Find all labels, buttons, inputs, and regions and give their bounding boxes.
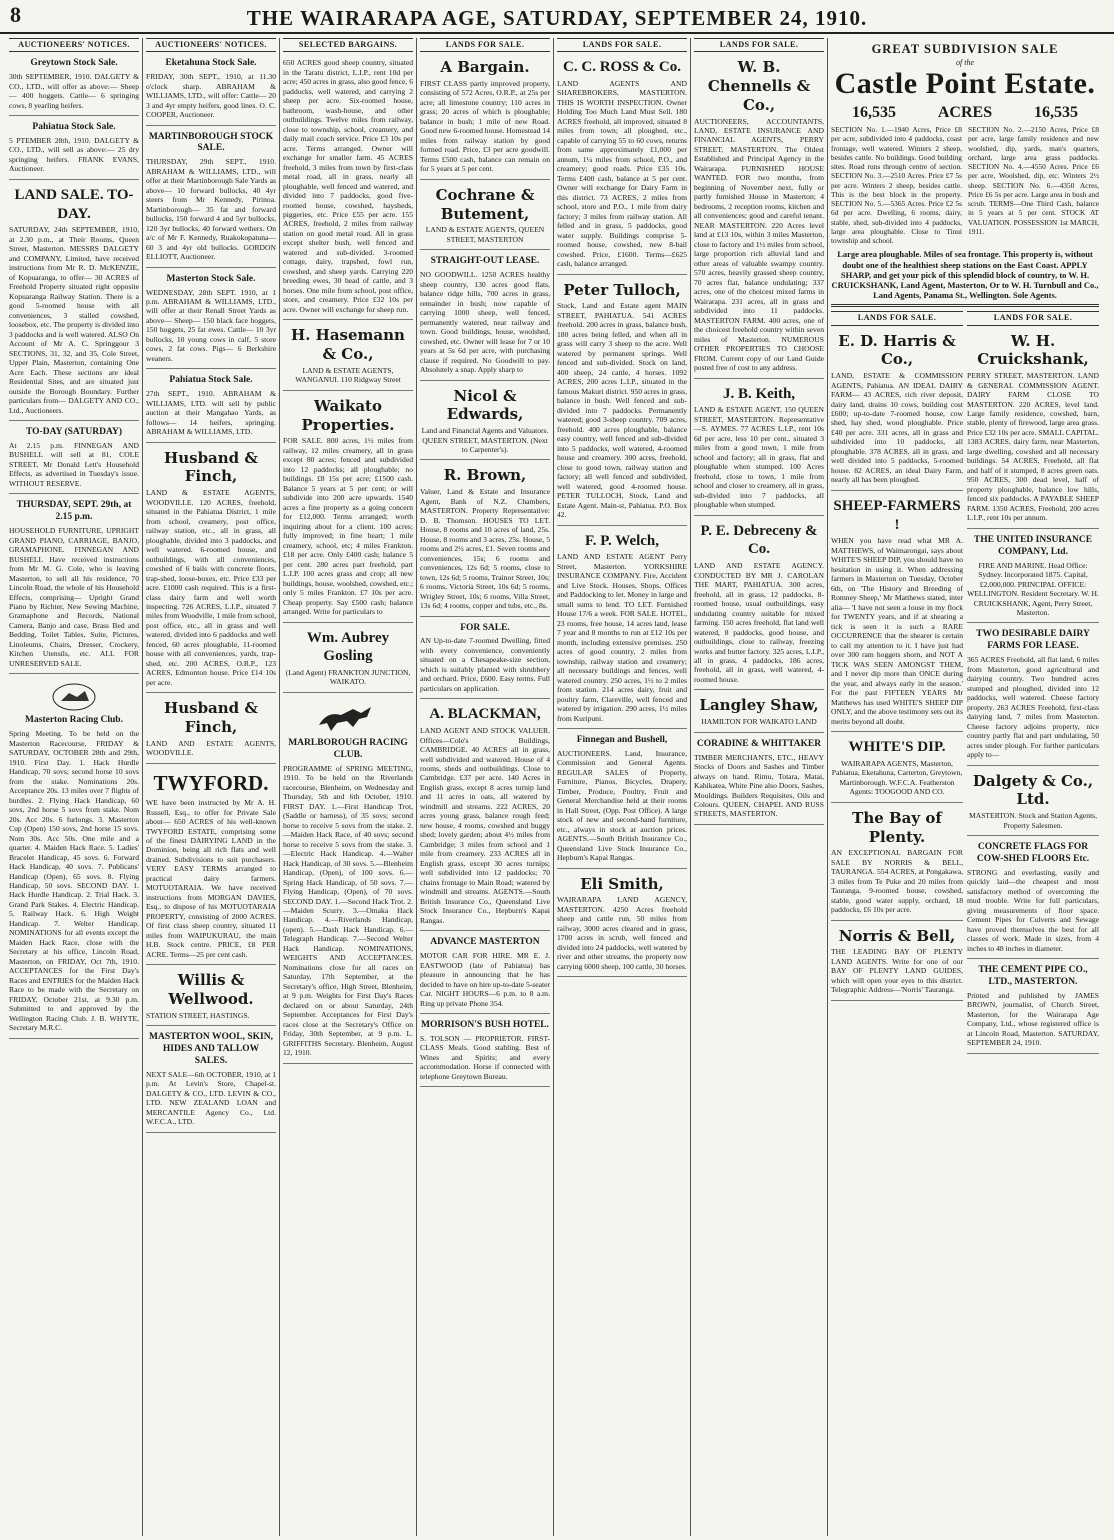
advertisement <box>9 119 139 180</box>
ad-body: Stock, Land and Estate agent MAIN STREET, PAHIATUA. 541 ACRES freehold. 200 acres in grass, balance bush, 180 acres being felled, and when all in grass will carry 3 sheep to the acre. Well watered by permanent springs. Well fenced and sub-divided. Stock on land, 400 sheep, 24 cattle, 4 horses. 1092 ACRES, 200 acres L.I.P., situated in the famous Makuri district. 950 acres in grass, balance in bush. Well fenced and sub-divided into 7 paddocks. Permanently watered; good 3-sheep country. 709 acres, freehold. 400 acres ploughable, balance easy country, well fenced and sub-divided into 5 paddocks, well watered, 4-roomed house and creamery. 300 acres, freehold, close to good town, railway station and factory; all well fenced and subdivided, well watered, good 4-roomed house. PETER TULLOCH, Stock, Land and Estate Agent. Main-st, Pahiatua. P.O. Box 42. <box>557 301 687 520</box>
ad-title: C. C. ROSS & Co. <box>563 59 681 76</box>
sale-heading: GREAT SUBDIVISION SALE <box>871 42 1059 56</box>
advertisement <box>694 693 824 732</box>
ad-title: J. B. Keith, <box>722 385 796 402</box>
ad-title: Masterton Stock Sale. <box>166 273 256 284</box>
ad-body: (Land Agent) FRANKTON JUNCTION, WAIKATO. <box>285 668 411 687</box>
sale-connector: of the <box>956 57 974 67</box>
column-1 <box>6 38 143 1536</box>
ad-title: MARTINBOROUGH STOCK SALE. <box>148 131 274 154</box>
page-number: 8 <box>10 2 21 27</box>
acreage-left: 16,535 <box>851 104 896 122</box>
ad-body: LAND AND ESTATE AGENT Perry Street, Masterton. YORKSHIRE INSURANCE COMPANY. Fire, Accident and Live Stock. Houses, Shops, Offices and Paddocking to let. Money in large and small sums to lend. TO LET. Furnished House 17/6 a week. FOR SALE. HOTEL, 23 rooms, free house, 14 acres land, lease 7 year and 8 months to run at £12 10s per month, including extensive premises. 250 acres of good country, 2 miles from township, railway station and creamery; all necessary buildings and fences, well watered country. 250 acres, 1½ to 2 miles from station. 214 acres dairy, fruit and poultry farm, Clareville, well fenced and watered by irrigation. 290 acres, 1½ miles from Kuripuni. <box>557 552 687 723</box>
advertisement <box>831 329 963 491</box>
ad-body: HOUSEHOLD FURNITURE, UPRIGHT GRAND PIANO, CARRIAGE, BANJO, GRAMAPHONE. FINNEGAN AND BUSHELL Have received instructions from Mr M. G. Cole, who is leaving Masterton, to sell all his residence, 70 Lincoln Road, the whole of his Household Effects, comprising— Upright Grand Piano by Richter, New Sewing Machine, Gramaphone and Records, National Camera, Banjo and case, Brass Bed and Bedding, Toilet Tables, Suite, Pictures, Linoleums, Chairs, Dresser, Crockery, Kitchen Utensils, etc. ALL FOR UNRESERVED SALE. <box>9 526 139 668</box>
ad-title: Langley Shaw, <box>699 696 819 715</box>
advertisement <box>967 532 1099 624</box>
advertisement <box>967 626 1099 765</box>
sections-list <box>831 125 1099 245</box>
column-heading: LANDS FOR SALE. <box>420 38 550 52</box>
ad-title: Greytown Stock Sale. <box>30 58 118 69</box>
advertisement <box>420 183 550 250</box>
advertisement <box>9 677 139 1038</box>
ad-title: ADVANCE MASTERTON <box>430 937 540 948</box>
subcolumn-right <box>967 311 1099 1056</box>
advertisement <box>557 55 687 274</box>
ad-title: Willis & Wellwood. <box>168 971 254 1009</box>
ad-body: FIRST CLASS partly improved property, consisting of 572 Acres, O.R.P., at 25s per acre; all limestone country; 110 acres in grass; 20 acres of which is ploughable; balance in bush; 1 mile of new Road. Good new 6-roomed house. Homestead 14 miles from railway station by good formed road. Price, £3 per acre goodwill. Terms £500 cash, balance can remain on for 5 years at 5 per cent. <box>420 79 550 174</box>
advertisement <box>967 962 1099 1054</box>
acreage-right: 16,535 <box>1034 104 1079 122</box>
advertisement <box>831 924 963 1001</box>
ad-body: THURSDAY, 29th SEPT., 1910. ABRAHAM & WILLIAMS, LTD., will offer at their Martinborough Sale Yards as above— 10 forward bullocks, 40 4yr steers from Mr Kennedy, Pirinoa. Martinborough— 35 fat and forward bullocks, 150 forward 4 and 5yr bullocks, 120 3yr bullocks, 40 forward wethers. On a/c of Mr F. Kennedy, Ruakokopatuna— 60 3 and 4yr old bullocks. GORDON ELLIOTT, Auctioneer. <box>146 157 276 262</box>
advertisement <box>831 494 963 732</box>
ad-body: MASTERTON. Stock and Station Agents, Property Salesmen. <box>968 811 1098 830</box>
advertisement <box>146 446 276 694</box>
column-6 <box>691 38 828 1536</box>
acreage-label: ACRES <box>937 104 993 122</box>
advertisement <box>146 696 276 763</box>
masthead <box>0 0 1114 34</box>
advertisement <box>420 55 550 180</box>
ad-body: LAND & ESTATE AGENT, 150 QUEEN STREET, MASTERTON. Representative—S. AYMES. 77 ACRES L.I.P., rent 10s 6d per acre, less 10 per cent., situated 3 miles from a good town, 1 mile from school and factory; all in grass, flat and ploughable when stumped. 100 Acres freehold, close to town, 1 mile from school and closer to creamery, all in grass, sub-divided into 7 paddocks, all ploughable when stumped. <box>694 405 824 510</box>
ad-body: Printed and published by JAMES BROWN, journalist, of Church Street, Masterton, for the Wairarapa Age Company, Ltd., whose registered office is at Lincoln Road, Masterton. SATURDAY, SEPTEMBER 24, 1910. <box>967 990 1099 1048</box>
ad-body: LAND AGENT AND STOCK VALUER. Offices—Cole's Buildings, CAMBRIDGE. 40 ACRES all in grass, well subdivided and watered. House of 4 rooms, sheds and outbuildings. Close to Cambridge. £37 per acre. 140 Acres in English grass, except 8 acres turnip land and 11 acres in oats, all watered by windmill and streams. 222 ACRES, 20 acres young grass, balance rough feed; new house, 4 rooms, cowshed and buggy shed; lovely garden; about 4½ miles from Cambridge; 3 miles from school and 1 mile from creamery. 233 ACRES all in English grass, except 30 acres turnips; well subdivided into 12 paddocks; 70 chains frontage to Main Road; watered by windmill and streams. AGENTS.—South British Insurance Co., Queensland Live Stock Insurance Co., Hepburn's Kapai Rangas. <box>420 726 550 925</box>
ad-body: 5 PTEMBER 28th, 1910. DALGETY & CO., LTD., will sell as above:— 25 dry springing heifers. FRANK EVANS, Auctioneer. <box>9 135 139 174</box>
advertisement <box>557 278 687 526</box>
advertisement <box>146 767 276 965</box>
advertisement <box>9 424 139 494</box>
racehorse-icon <box>283 701 413 735</box>
ad-title: A Bargain. <box>440 58 530 77</box>
subcolumn-left <box>831 311 963 1056</box>
ad-body: SATURDAY, 24th SEPTEMBER, 1910, at 2.30 p.m., at Their Rooms, Queen Street, Masterton. MESSRS DALGETY and COMPANY, Limited, have received instructions from Mr R. D. McKENZIE, of Kopuaranga, to offer— 30 ACRES of Freehold Property situated right opposite Kopuaranga Railway Station. There is a good 5-roomed house with all conveniences, 3 stalled cowshed, loosebox, etc. The property is divided into 3 paddocks and is well watered. ALSO On Account of Mr A. C. Springgour 3 SECTIONS, 31, 32, and 35, Cole Street, Upper Plain, Masterton, containing One Acre Each. These sections are ideal Residential Sites, and are situated just outside the Borough Boundary. Further particulars from— DALGETY AND CO., Ltd., Auctioneers. <box>9 225 139 415</box>
ad-body: WEDNESDAY, 28th SEPT. 1910, at 1 p.m. ABRAHAM & WILLIAMS, LTD., will offer at their Renall Street Yards as above— Sheep— 150 black face hoggets, 150 hoggets, 25 fat ewes. Cattle— 10 3yr bullocks, 10 young cows in calf, 5 store cows, 2 fat cows. Pigs— 6 Berkshire weaners. <box>146 287 276 363</box>
acreage-line <box>831 103 1099 123</box>
column-4 <box>417 38 554 1536</box>
castle-point-advertisement <box>831 38 1099 300</box>
column-5 <box>554 38 691 1536</box>
advertisement <box>420 702 550 931</box>
ad-title: Norris & Bell, <box>838 926 956 945</box>
ad-title: TWYFORD. <box>153 770 269 795</box>
ad-title: P. E. Debreceny & Co. <box>700 522 818 558</box>
ad-body: FIRE AND MARINE. Head Office: Sydney. Incorporated 1875. Capital, £2,000,000. PRINCIPAL OFFICE: WELLINGTON. Resident Secretary. W. H. CRUICKSHANK, Agent, Perry Street, Masterton. <box>967 560 1099 617</box>
advertisement <box>9 183 139 421</box>
ad-title: W. H. Cruickshank, <box>977 331 1089 369</box>
advertisement <box>146 129 276 268</box>
ad-title: Husband & Finch, <box>164 448 258 486</box>
ad-title: The Bay of Plenty. <box>852 808 942 846</box>
ad-body: WAIRARAPA AGENTS, Masterton, Pahiatua, Eketahuna, Carterton, Greytown, Martinborough. W.F.C.A. Featherston Agents: TOOGOOD AND CO. <box>831 758 963 797</box>
subcolumns <box>831 311 1099 1056</box>
advertisement <box>557 529 687 729</box>
advertisement <box>9 497 139 674</box>
ad-body: FRIDAY, 30th SEPT., 1910, at 11.30 o'clock sharp. ABRAHAM & WILLIAMS, LTD., will offer: Cattle— 20 3 and 4yr empty heifers, good lines. O. C. COOPER, Auctioneer. <box>146 72 276 120</box>
ad-body: LAND AND ESTATE AGENTS, WOODVILLE. <box>146 738 276 758</box>
ad-title: LAND SALE. TO-DAY. <box>14 186 134 222</box>
advertisement <box>9 55 139 116</box>
ad-body: Spring Meeting. To be held on the Masterton Racecourse, FRIDAY & SATURDAY, OCTOBER 28th and 29th, 1910. First Day. 1. Hack Hurdle Handicap, 70 sovs; second horse 10 sovs from the stake. Nominations 20s. Acceptance 20s. 13 miles over 7 flights of hurdles. 2. Flying Hack Handicap, 60 sovs, 2nd horse 5 sovs from stake. Nom 20s. Acc 20s. 6 furlongs. 3. Masterton Cup (Open) 150 sovs, 2nd horse 15 sovs. Nom 30s. Acc 50s. One mile and a quarter. 4. Maiden Hack Race. 5. Ladies' Bracelet Handicap, 45 sovs. 6. Forward Hack Handicap, 40 sovs. 7. Publicans' Handicap (Open), 65 sovs. 8. Flying Handicap, 50 sovs. SECOND DAY. 1. Hack Hurdle Handicap. 2. Trial Hack. 3. Grand Park Stakes. 4. Electric Handicap. 5. Railway Hack. 6. High Weight Handicap. 7. Welter Handicap. NOMINATIONS for all events except the Maiden Hack Race, close with the Secretary at his office, Lincoln Road, Masterton, on FRIDAY, Oct 7th, 1910. ACCEPTANCES for the First Day's Races and ENTRIES for the Maiden Hack Race to be made with the Secretary on FRIDAY, October 21st, at 9.30 p.m. Submitted to and approved by the Wellington Racing Club. J. B. WHYTE, Secretary M.R.C. <box>9 729 139 1033</box>
advertisement <box>694 736 824 825</box>
sections-left: SECTION No. 1.—1940 Acres, Price £8 per acre, subdivided into 4 paddocks, coast frontage, well watered. Winters 2 sheep, besides cattle. No buildings. Good building sites. Road runs through centre of section. SECTION No. 3.—2510 Acres. Price £7 5s per acre. Winters 2 sheep, besides cattle. This is the best block in the property. SECTION No. 5.—5365 Acres. Price £2 5s 6d per acre. Dwelling, 6 rooms, dairy, stable, shed, sub-divided into 4 paddocks, large area ploughable. Close to Tinui township and school. <box>831 125 962 246</box>
ad-title: MASTERTON WOOL, SKIN, HIDES AND TALLOW SALES. <box>149 1032 273 1067</box>
ad-title: STRAIGHT-OUT LEASE. <box>430 256 540 267</box>
racing-club-crest-icon <box>9 682 139 712</box>
ad-body: WHEN you have read what MR A. MATTHEWS, of Waimarongai, says about WHITE'S SHEEP DIP, you should have no hesitation in using it. When addressing farmers in Masterton on Tuesday, October 6th, on 'The History and Breeding of Romney Sheep,' Mr Matthews stated, inter alia— 'I have not seen a louse in my flock for TWENTY years, and if at shearing a tick is seen it is such a RARE OCCURRENCE that the shearer is certain to call my attention to it. I have just had over 300 ram hoggets shorn, and NOT A TICK WAS SEEN AMONGST THEM, and I never dip more than ONCE during the year, and always early in the season.' For the past FIFTEEN YEARS Mr Matthews has used WHITE'S SHEEP DIP ONLY, and the above testimony sets out its merits beyond all doubt. <box>831 536 963 726</box>
ad-title: Peter Tulloch, <box>563 280 681 299</box>
ad-body: MOTOR CAR FOR HIRE. MR E. J. EASTWOOD (late of Pahiatua) has pleasure in announcing that he has decided to have on hire up-to-date 5-seater Car. NIGHT HOURS—6 p.m. to 8 a.m. Ring up private Phone 354. <box>420 951 550 1008</box>
sections-right: SECTION No. 2.—2150 Acres, Price £8 per acre, large family residence and new woolshed, dip, yards, man's quarters, orchard, large area grass paddocks. SECTION No. 4.—4550 Acres. Price £6 per acre, Woolshed, dip, etc. Winters 2½ sheep. SECTION No. 6.—4350 Acres, Price £6 5s per acre. Large area in bush and scrub. TERMS—One Third Cash, balance in 5 years at 5 per cent. STOCK AT VALUATION. POSSESSION 1st MARCH, 1911. <box>968 125 1099 236</box>
ad-title: Husband & Finch, <box>164 699 258 737</box>
ad-title: TO-DAY (SATURDAY) <box>26 427 122 438</box>
ad-title: WHITE'S DIP. <box>848 739 946 756</box>
ad-title: H. Hasemann & Co., <box>291 326 405 364</box>
divider <box>831 304 1099 307</box>
advertisement <box>967 769 1099 836</box>
advertisement <box>831 806 963 921</box>
ad-body: 30th SEPTEMBER, 1910. DALGETY & CO., LTD., will offer as above:— Sheep— 400 hoggets. Cattle— 6 springing cows, 8 yearling heifers. <box>9 72 139 110</box>
page-columns <box>6 38 1108 1536</box>
ad-title: Eli Smith, <box>580 874 664 893</box>
ad-body: Valuer, Land & Estate and Insurance Agent, Bank of N.Z. Chambers, MASTERTON. Property Representative: D. B. Thomson. HOUSES TO LET. House, 8 rooms and 10 acres of land, 25s. House, 8 rooms and 3 acres, 25s. House, 5 rooms and 2½ acres, £1. Seven rooms and conveniences, 15s; 6 rooms and conveniences, 12s 6d; 5 rooms, close to town, 12s 6d; 5 rooms, Trainor Street, 10s; 6 rooms, Victoria Street, 10s 6d; 5 rooms, Wrigley Street, 10s; 6 rooms, Villa Street, 13s 6d; 4 rooms, copper and tubs, etc., 8s. <box>420 487 550 611</box>
ad-body: At 2.15 p.m. FINNEGAN AND BUSHELL will sell at 81, COLE STREET, Mr Donald Lett's Household Effects, as advertised in Tuesday's issue. WITHOUT RESERVE. <box>9 440 139 488</box>
advertisement <box>967 839 1099 959</box>
ad-title: W. B. Chennells & Co., <box>707 58 811 114</box>
ad-title: F. P. Welch, <box>584 532 660 549</box>
newspaper-title: THE WAIRARAPA AGE, SATURDAY, SEPTEMBER 24, 1910. <box>246 6 868 30</box>
ad-body: TIMBER MERCHANTS, ETC., HEAVY Stocks of Doors and Sashes and Timber always on hand. Rimu, Totara, Matai, Kahikatea, White Pine also Doors, Sashes, Mouldings. Builders Requisites, Oils and Colours. QUEEN, CHAPEL AND RUSS STREETS, MASTERTON. <box>694 752 824 819</box>
column-2 <box>143 38 280 1536</box>
ad-title: Masterton Racing Club. <box>25 715 123 726</box>
ad-body: LAND AGENTS AND SHAREBROKERS, MASTERTON. THIS IS WORTH INSPECTION. Owner Holding Too Much Land Must Sell. 180 ACRES freehold, all improved, situated 8 miles from town; all ploughed, etc., capable of carrying 55 to 60 cows, returns from same approximately £1,000 per annum, 1¼ miles from school, P.O., and creamery; good roads. Price £35 10s. Terms £400 cash, balance at 5 per cent. Owner will exchange for Dairy Farm in this district. 73 ACRES, 2 miles from school, store and P.O., 1 mile from dairy factory; 3 miles from railway station. All felled and in grass, 5 paddocks, good water supply. Buildings comprise 5-roomed house, cowshed, new 8-bail cowshed. Price, £1600. Terms—£625 cash, balance arranged. <box>557 79 687 269</box>
column-3 <box>280 38 417 1536</box>
advertisement <box>420 620 550 700</box>
ad-body: LAND, ESTATE & COMMISSION AGENTS, Pahiatua. AN IDEAL DAIRY FARM— 43 ACRES, rich river deposit, dairy land, drains 10 cows, building cost £600; up-to-date 7-roomed house, cow shed, hay shed, wood ploughable. Price £40 per acre. 331 acres, all in grass and subdivided into 10 paddocks, all ploughable. 378 ACRES, all in grass, and well divided into 5 paddocks, 5-roomed house. 82 ACRES, an ideal Dairy Farm, nearly all has been ploughed. <box>831 371 963 485</box>
advertisement <box>420 463 550 616</box>
ad-body: 365 ACRES Freehold, all flat land, 6 miles from Masterton, good agricultural and dairying country. Two hundred acres stumped and ploughed, divided into 12 paddocks, well watered. Cheese factory property. 263 ACRES Freehold, first-class dairying land, 7 miles from Masterton. Cheese factory adjoins property, nice country partly flat and part undulating, 50 acres under plough. For further particulars apply to— <box>967 655 1099 760</box>
ad-body: NEXT SALE—6th OCTOBER, 1910, at 1 p.m. At Levin's Store, Chapel-st. DALGETY & CO., LTD. LEVIN & CO., LTD. NEW ZEALAND LOAN and MERCANTILE Agency Co., Ltd. W.F.C.A., LTD. <box>146 1069 276 1127</box>
advertisement <box>146 968 276 1026</box>
advertisement <box>420 1017 550 1087</box>
ad-body: THE LEADING BAY OF PLENTY LAND AGENTS. Write for one of our BAY OF PLENTY LAND GUIDES, which will open your eyes to this district. Telegraphic Address—'Norris' Tauranga. <box>831 947 963 995</box>
advertisement <box>831 735 963 803</box>
ad-body: WE have been instructed by Mr A. H. Russell, Esq., to offer for Private Sale about— 650 ACRES of his well-known TWYFORD ESTATE, comprising some of the finest DAIRYING LAND in the Dominion, being all rich flats and well drained. Subdivisions to suit purchasers. VERY EASY TERMS arranged to practical dairy farmers. MOTUOTARAIA. We have received instructions from MORGAN DAVIES, Esq., to dispose of his MOTUOTARAIA PROPERTY, consisting of 2000 ACRES. Of first class sheep country, situated 11 miles from WAIPUKURAU, the main H.B. Stock centre. PRICE, £8 PER ACRE. Terms—25 per cent cash. <box>146 798 276 959</box>
ad-title: THE UNITED INSURANCE COMPANY, Ltd. <box>973 534 1093 557</box>
advertisement <box>420 253 550 380</box>
ad-title: Nicol & Edwards, <box>446 386 524 424</box>
ad-body: PERRY STREET, MASTERTON. LAND & GENERAL COMMISSION AGENT. DAIRY FARM CLOSE TO MASTERTON. 220 ACRES, level land. Large family residence, cowshed, barn, stable, plenty of firewood, large area grass. Price £32 10s per acre. SMALL CAPITAL. 1383 ACRES, dairy farm, near Masterton, large dwelling, cowshed and all necessary buildings. 54 ACRES, Freehold, all flat and half of it stumped, 8 acres green oats. 950 ACRES, 300 dead level, half of property ploughable, balance low hills, fenced six paddocks. A PAYABLE SHEEP FARM. 1350 ACRES, Freehold, 200 acres L.I.P., rent 10s per annum. <box>967 371 1099 523</box>
advertisement <box>557 872 687 978</box>
ad-title: THURSDAY, SEPT. 29th, at 2.15 p.m. <box>16 500 132 523</box>
ad-title: Eketahuna Stock Sale. <box>165 58 257 69</box>
ad-title: Waikato Properties. <box>301 396 395 434</box>
ad-title: CONCRETE FLAGS FOR COW-SHED FLOORS Etc. <box>976 842 1090 864</box>
advertisement <box>557 732 687 869</box>
ad-title: R. Brown, <box>443 466 527 485</box>
ad-body: FOR SALE. 800 acres, 1½ miles from railway, 12 miles creamery, all in grass except 80 acres; fenced and subdivided into 12 paddocks; all ploughable; no buildings. £8 15s per acre; £1500 cash. Balance 5 years at 5 per cent; or will subdivide into 200 acre upwards. 1540 acres a fine property as a going concern for £12,000. Terms arranged; worth inquiring about for a client. 100 acres; fully improved; in fine heart; 1 mile creamery, school, etc; 4 miles Frankton. £18 per acre. Only £400 cash; balance 5 per cent. 280 acres part freehold, part L.I.P. 100 acres grass and crop; all new buildings, house, woolshed, cowshed, etc.; only 5 miles Frankton. £7 10s per acre. Cheap property. Say £500 cash; balance arranged. Write for particulars to <box>283 436 413 617</box>
advertisement <box>694 519 824 691</box>
column-heading: LANDS FOR SALE. <box>967 311 1099 325</box>
column-7-8 <box>828 38 1102 1536</box>
ad-title: E. D. Harris & Co., <box>838 331 956 369</box>
advertisement <box>967 329 1099 529</box>
ad-body: HAMILTON FOR WAIKATO LAND <box>701 717 817 727</box>
ad-body: STATION STREET, HASTINGS. <box>146 1010 250 1020</box>
advertisement <box>283 55 413 320</box>
advertisement <box>420 384 550 461</box>
sale-footer: Large area ploughable. Miles of sea frontage. This property is, without doubt one of the healthiest sheep stations on the East Coast. APPLY SHARP, and get your pick of this splendid block of country, to W. H. CRUICKSHANK, Land Agent, Masterton, Or to W. H. Turnbull and Co., Land Agents, Panama St., Wellington. Sole Agents. <box>831 249 1099 301</box>
advertisement <box>694 382 824 516</box>
advertisement <box>283 323 413 390</box>
ad-title: Dalgety & Co., Ltd. <box>972 771 1094 809</box>
advertisement <box>283 626 413 693</box>
advertisement <box>694 55 824 378</box>
ad-body: LAND AND ESTATE AGENCY. CONDUCTED BY MR J. CAROLAN THE MART, PAHIATUA. 300 acres, freehold, all in grass, 12 paddocks, 8-roomed house, usual outbuildings, easy undulating country suitable for mixed farming. 150 acres freehold, flat land well watered, 8 paddocks, good house, and outbuildings, close to railway, freezing works and butter factory. 325 acres, L.I.P., all in grass, 4 paddocks, 186 acres, freehold, all in grass, well watered, 4-roomed house. <box>694 561 824 684</box>
ad-body: 27th SEPT., 1910. ABRAHAM & WILLIAMS, LTD. will sell by public auction at their Mangahao Yards, as follows— 14 heifers, springing. ABRAHAM & WILLIAMS, LTD. <box>146 389 276 437</box>
ad-title: SHEEP-FARMERS ! <box>833 497 961 533</box>
ad-title: Cochrane & Butement, <box>435 185 535 223</box>
ad-title: Finnegan and Bushell, <box>576 735 668 746</box>
ad-body: LAND & ESTATE AGENTS, QUEEN STREET, MASTERTON <box>425 225 545 244</box>
advertisement <box>420 934 550 1014</box>
ad-body: AUCTIONEERS. Land, Insurance, Commission and General Agents. REGULAR SALES of Property, Furniture, Pianos, Bicycles, Drapery, Timber, Produce, Poultry, Fruit and General Merchandise held at their rooms in Hall Street, (Opp. Post Office). A large stock of new and second-hand furniture, etc., always in stock at auction prices. AGENTS.—South British Insurance Co., Queensland Live Stock Insurance Co., Hepburn's Kapai Rangas. <box>557 748 687 863</box>
ad-title: THE CEMENT PIPE CO., LTD., MASTERTON. <box>978 965 1088 987</box>
advertisement <box>146 1029 276 1133</box>
ad-title: Pahiatua Stock Sale. <box>169 375 253 386</box>
ad-body: AUCTIONEERS, ACCOUNTANTS, LAND, ESTATE INSURANCE AND FINANCIAL AGENTS, PERRY STREET, MASTERTON. The Oldest Established and Principal Agency in the Wairarapa. FURNISHED HOUSE WANTED. FOR two months, from beginning of November next, fully or partly furnished House in Masterton; 4 bedrooms, 2 reception rooms, kitchen and all conveniences; good and careful tenant. NEAR MASTERTON. 220 Acres level land at £13 10s, within 3 miles Masterton, close to factory and 1½ miles from school, large proportion rich alluvial land and other areas of valuable swampy country. 570 acres, heavily grassed sheep country, 70 acres flat, balance undulating; 337 acres, one of the choicest mixed farms in Wairarapa. 231 acres, all in grass and subdivided into 11 paddocks. MASTERTON FARM. 400 acres, one of the choicest freehold country within seven miles of Masterton. NUMEROUS OTHER PROPERTIES TO CHOOSE FROM. Current copy of our Land Guide posted free of cost to any address. <box>694 116 824 373</box>
column-heading: SELECTED BARGAINS. <box>283 38 413 52</box>
ad-title: MARLBOROUGH RACING CLUB. <box>288 737 408 760</box>
ad-body: STRONG and everlasting, easily and quickly laid—the cheapest and most satisfactory method of overcoming the mud trouble. Write for full particulars, giving measurements of floor space. Cement Pipes for Culverts and Sewage have proved themselves the best for all classes of work. Made in sizes, from 4 inches to 48 inches in diameter. <box>967 867 1099 953</box>
ad-title: Pahiatua Stock Sale. <box>32 122 116 133</box>
ad-body: WAIRARAPA LAND AGENCY, MASTERTON. 4250 Acres freehold sheep and cattle run, 50 miles from railway, 3000 acres cleared and in grass, 1700 acres in scrub, well fenced and divided into 24 paddocks, well watered by river and other streams, the property now carrying 6000 sheep, 100 cattle, 30 horses. <box>557 895 687 971</box>
ad-title: A. BLACKMAN, <box>429 706 541 723</box>
ad-body: Land and Financial Agents and Valuators. QUEEN STREET, MASTERTON. (Next to Carpenter's). <box>421 426 549 454</box>
ad-title: Wm. Aubrey Gosling <box>306 629 390 665</box>
advertisement <box>146 271 276 370</box>
ad-body: LAND & ESTATE AGENTS, WANGANUI. 110 Ridgway Street <box>295 365 401 385</box>
advertisement <box>146 372 276 442</box>
column-heading: AUCTIONEERS' NOTICES. <box>9 38 139 52</box>
column-heading: AUCTIONEERS' NOTICES. <box>146 38 276 52</box>
ad-title: CORADINE & WHITTAKER <box>696 738 822 749</box>
ad-body: 650 ACRES good sheep country, situated in the Taratu district, L.I.P., rent 10d per acre; 450 acres in grass, also good fence, 6 paddocks, well watered, and carrying 2 sheep per acre. Six-roomed house, bathroom, wash-house, and other outbuildings. Twelve miles from railway, close to township, school, creamery, and daily mail coach service. Price £3 10s per acre. Terms arranged. Owner will exchange for smaller farm. 45 ACRES freehold, 3 miles from town by first-class metal road, all in grass, nearly all ploughable, well fenced and watered, and divided into 7 paddocks, good five-roomed house, cowshed, haysheds, piggeries, etc. Price £55 per acre. 155 ACRES, freehold, 2 miles from railway station on good metal road. All in grass except shelter bush, well fenced and watered and sub-divided. 3-roomed cottage, dairy, trapshed, fowl run, cowshed, and sheep yards. Carrying 220 breeding ewes, 30 head of cattle, and 3 horses. One mile from school, post office, store, and creamery. Price £32 10s per acre. Owner will exchange for sheep run. <box>283 58 413 314</box>
ad-body: PROGRAMME of SPRING MEETING, 1910. To be held on the Riverlands racecourse, Blenheim, on Wednesday and Thursday, 5th and 6th October, 1910. FIRST DAY. 1.—First Handicap Trot, (Saddle or harness), of 35 sovs; second horse to receive 5 sovs from the stake. 2.—Maiden Hack Race, of 40 sovs; second horse to receive 5 sovs from the stake. 3.—Electric Hack Handicap. 4.—Walter Hack Handicap, of 30 sovs. 5.—Blenheim Handicap, (Open), of 100 sovs. 6.—Spring Hack Handicap, of 50 sovs. 7.—Flying Handicap, (Open), of 70 sovs. SECOND DAY. 1.—Second Hack Trot. 2.—Maiden Scurry. 3.—Omaka Hack Handicap. 4.—Riverlands Handicap, (open). 5.—Dash Hack Handicap. 6.—Telegraph Handicap. 7.—Second Welter Hack Handicap. NOMINATIONS, WEIGHTS AND ACCEPTANCES. Nominations close for all races on Saturday, 17th September, at the Secretary's office, High Street, Blenheim, at 9 p.m. Weights for First Day's Races declared on or about Saturday, 24th September. Acceptances for First Day's races close at the Secretary's Office on Friday, 30th September, at 9 p.m. L. GRIFFITHS Secretary. Blenheim, August 12, 1910. <box>283 763 413 1058</box>
ad-body: S. TOLSON — PROPRIETOR. FIRST-CLASS Meals. Good stabling. Best of Wines and Spirits; and every accommodation. Horse if connected with telephone Greytown Bureau. <box>420 1033 550 1081</box>
ad-title: FOR SALE. <box>460 622 510 633</box>
estate-name: Castle Point Estate. <box>834 66 1096 100</box>
advertisement <box>146 55 276 125</box>
advertisement <box>283 696 413 1064</box>
advertisement <box>283 394 413 623</box>
ad-title: MORRISON'S BUSH HOTEL. <box>420 1020 549 1030</box>
column-heading: LANDS FOR SALE. <box>694 38 824 52</box>
ad-body: NO GOODWILL. 1250 ACRES healthy sheep country, 130 acres good flats, balance ridge hills, 700 acres in grass, remainder in bush; now capable of carrying 1000 sheep, well fenced, permanently watered, near railway and town. Good buildings, house, woolshed, cowshed, etc. Owner will lease for 7 or 10 years at 5s 6d per acre, with purchasing clause if required. No Goodwill to pay. Absolutely a snap. Apply sharp to <box>420 270 550 375</box>
ad-body: AN Up-to-date 7-roomed Dwelling, fitted with every convenience, conveniently situated on a Chesapeake-size section, which is suitably planted with shrubbery and orchard. Price, £600. Easy terms. Full particulars on application. <box>420 636 550 693</box>
column-heading: LANDS FOR SALE. <box>557 38 687 52</box>
ad-title: TWO DESIRABLE DAIRY FARMS FOR LEASE. <box>976 629 1090 652</box>
ad-body: LAND & ESTATE AGENTS, WOODVILLE. 120 ACRES, freehold, situated in the Pahiatua District, 1 mile from school, creamery, post office, railway station, etc., all in grass, all ploughable, divided into 3 paddocks, and well watered. 6-roomed house, and outbuildings, with all conveniences, cowshed of 6 bails with concrete floors, trap-shed, loose-boxes, etc. Price £33 per acre. £1000 cash required. This is a first-class dairy farm and well worth inspecting. 726 ACRES, L.I.P., situated 7 miles from Woodville, 1 mile from school, post office, etc., all in grass and well watered, divided into 6 paddocks and well fenced, 60 acres ploughable, 11-roomed house with all conveniences, yards, trap-shed, etc. 200 ACRES, O.R.P., 123 ACRES, Edmonton house. Price £14 10s per acre. <box>146 488 276 687</box>
column-heading: LANDS FOR SALE. <box>831 311 963 325</box>
ad-body: AN EXCEPTIONAL BARGAIN FOR SALE BY NORRIS & BELL, TAURANGA. 554 ACRES, at Pongakawa, 3 miles from Te Puke and 20 miles from Tauranga, 9-roomed house, cowshed, stable, good water supply, orchard, 18 paddocks, £6 10s per acre. <box>831 848 963 915</box>
